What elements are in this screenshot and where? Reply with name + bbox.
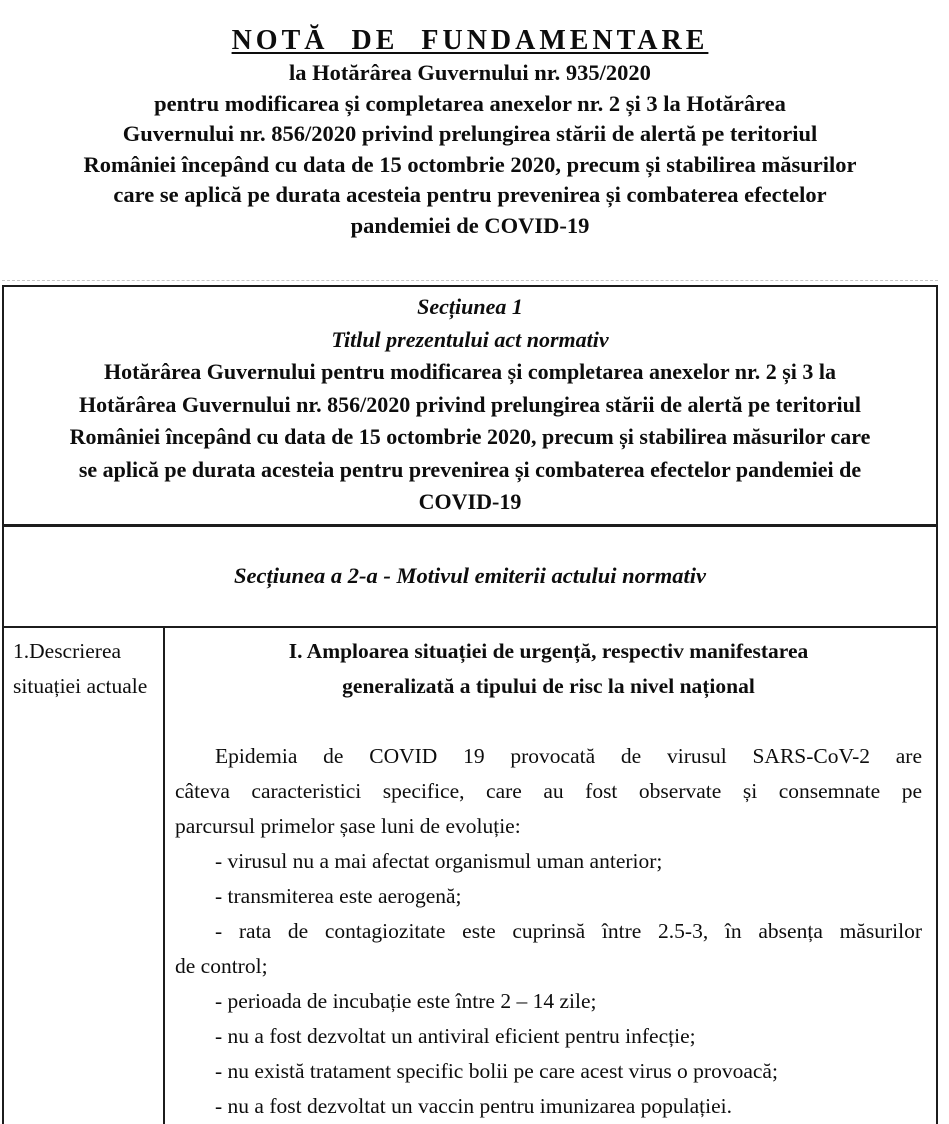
document-subtitle-line: care se aplică pe durata acesteia pentru prevenirea și combaterea efectelor	[113, 182, 827, 207]
section1-body-line: Hotărârea Guvernului pentru modificarea și completarea anexelor nr. 2 și 3 la	[103, 359, 837, 384]
paragraph-line: câteva caracteristici specifice, care au fost observate și consemnate pe	[175, 778, 922, 803]
content-heading	[175, 634, 922, 704]
section1-heading: Secțiunea 1	[417, 294, 523, 319]
document-subtitle-line: pentru modificarea și completarea anexelor nr. 2 și 3 la Hotărârea	[154, 90, 786, 116]
document-subtitle-line: la Hotărârea Guvernului nr. 935/2020	[289, 60, 651, 85]
bullet-line: - nu a fost dezvoltat un vaccin pentru imunizarea populației.	[215, 1093, 733, 1118]
scan-artifact-line	[2, 280, 938, 281]
motive-table-row	[4, 628, 936, 1124]
row-content-cell	[165, 628, 936, 1124]
section1-body-line: Hotărârea Guvernului nr. 856/2020 privind prelungirea stării de alertă pe teritoriul	[79, 391, 861, 417]
row-label-cell	[4, 628, 165, 1124]
section1-subheading: Titlul prezentului act normativ	[331, 326, 609, 352]
body-paragraph	[175, 739, 922, 844]
bullet-line: - nu există tratament specific bolii pe care acest virus o provoacă;	[215, 1058, 778, 1083]
bullet-line: - nu a fost dezvoltat un antiviral eficient pentru infecție;	[215, 1023, 696, 1048]
bullet-line: - perioada de incubație este între 2 – 14 zile;	[215, 988, 597, 1013]
title-block	[2, 0, 938, 241]
paragraph-line: parcursul primelor șase luni de evoluție:	[175, 813, 521, 838]
characteristics-list	[175, 844, 922, 1124]
section1-body-line: COVID-19	[418, 489, 522, 514]
section1-body-line: se aplică pe durata acesteia pentru prevenirea și combaterea efectelor pandemiei de	[78, 456, 862, 482]
bullet-line: de control;	[175, 953, 268, 978]
section1-box	[2, 285, 938, 526]
document-title: NOTĂ DE FUNDAMENTARE	[231, 25, 709, 56]
section2-heading: Secțiunea a 2-a - Motivul emiterii actului normativ	[4, 527, 936, 628]
bullet-line: - rata de contagiozitate este cuprinsă între 2.5-3, în absența măsurilor	[215, 918, 922, 943]
content-heading-line: generalizată a tipului de risc la nivel național	[342, 673, 755, 698]
section1-body-line: României începând cu data de 15 octombrie 2020, precum și stabilirea măsurilor care	[69, 424, 871, 449]
paragraph-line: Epidemia de COVID 19 provocată de virusul SARS-CoV-2 are	[215, 743, 922, 768]
content-heading-line: I. Amploarea situației de urgență, respectiv manifestarea	[288, 638, 809, 663]
document-subtitle-line: României începând cu data de 15 octombrie 2020, precum și stabilirea măsurilor	[83, 151, 857, 177]
document-sheet	[2, 0, 938, 1124]
document-subtitle-line: pandemiei de COVID-19	[350, 212, 590, 238]
bullet-line: - virusul nu a mai afectat organismul uman anterior;	[215, 848, 663, 873]
row-label: 1.Descrierea situației actuale	[13, 638, 148, 698]
bullet-line: - transmiterea este aerogenă;	[215, 883, 462, 908]
document-subtitle-line: Guvernului nr. 856/2020 privind prelungirea stării de alertă pe teritoriul	[122, 121, 818, 146]
section2-box	[2, 526, 938, 1124]
